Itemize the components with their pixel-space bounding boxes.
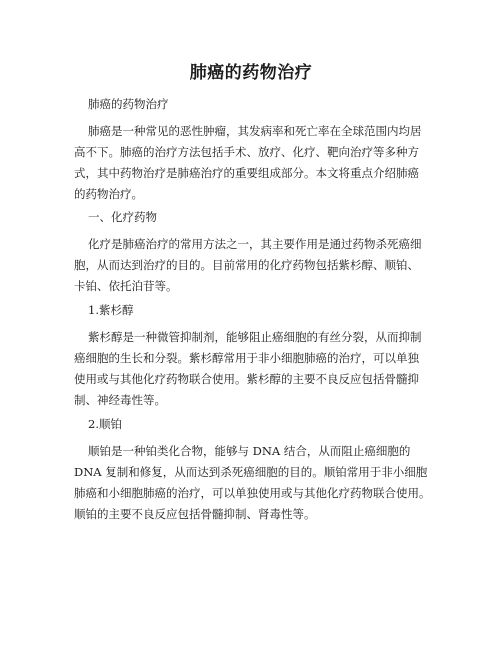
text-line: 顺铂的主要不良反应包括骨髓抑制、肾毒性等。 bbox=[74, 507, 316, 521]
text-line: 肺癌是一种常见的恶性肿瘤，其发病率和死亡率在全球范围内均居 bbox=[88, 124, 422, 138]
text-line: 顺铂是一种铂类化合物，能够与 DNA 结合，从而阻止癌细胞的 bbox=[88, 444, 411, 458]
text-line: 肺癌和小细胞肺癌的治疗，可以单独使用或与其他化疗药物联合使用。 bbox=[74, 486, 431, 500]
text-line: 高不下。肺癌的治疗方法包括手术、放疗、化疗、靶向治疗等多种方 bbox=[74, 145, 419, 159]
text-line: 制、神经毒性等。 bbox=[74, 393, 166, 407]
text-line: 肺癌的药物治疗 bbox=[88, 97, 169, 111]
text-line: 化疗是肺癌治疗的常用方法之一，其主要作用是通过药物杀死癌细 bbox=[88, 237, 422, 251]
item-body-paragraph bbox=[74, 327, 440, 411]
text-line: 2.顺铂 bbox=[88, 417, 122, 431]
document-title: 肺癌的药物治疗 bbox=[189, 63, 313, 83]
item-body-paragraph bbox=[74, 441, 440, 525]
intro-paragraph bbox=[74, 121, 440, 205]
section-body-paragraph bbox=[74, 234, 440, 297]
text-line: 使用或与其他化疗药物联合使用。紫杉醇的主要不良反应包括骨髓抑 bbox=[74, 372, 419, 386]
text-line: 癌细胞的生长和分裂。紫杉醇常用于非小细胞肺癌的治疗，可以单独 bbox=[74, 351, 419, 365]
text-line: DNA 复制和修复，从而达到杀死癌细胞的目的。顺铂常用于非小细胞 bbox=[74, 465, 428, 479]
text-line: 胞，从而达到治疗的目的。目前常用的化疗药物包括紫杉醇、顺铂、 bbox=[74, 258, 419, 272]
item-heading bbox=[74, 414, 440, 435]
text-line: 1.紫杉醇 bbox=[88, 303, 134, 317]
text-line: 的药物治疗。 bbox=[74, 187, 143, 201]
item-heading bbox=[74, 300, 440, 321]
text-line: 一、化疗药物 bbox=[88, 210, 157, 224]
text-line: 卡铂、依托泊苷等。 bbox=[74, 279, 178, 293]
subtitle-paragraph bbox=[74, 94, 440, 115]
section-heading bbox=[74, 207, 440, 228]
text-line: 式，其中药物治疗是肺癌治疗的重要组成部分。本文将重点介绍肺癌 bbox=[74, 166, 419, 180]
text-line: 紫杉醇是一种微管抑制剂，能够阻止癌细胞的有丝分裂，从而抑制 bbox=[88, 330, 422, 344]
